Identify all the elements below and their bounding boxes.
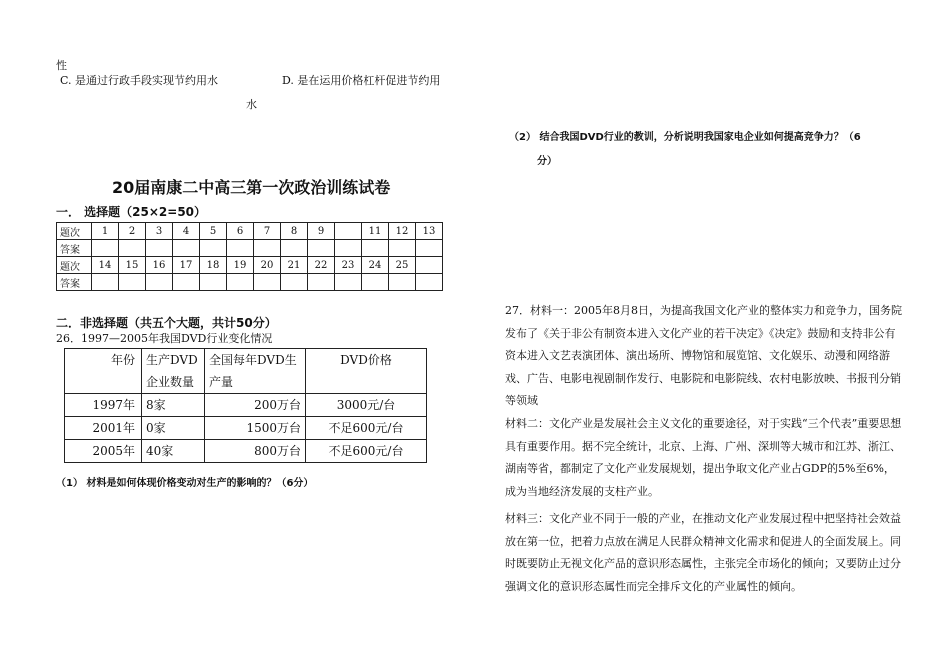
answer-cell[interactable]	[362, 274, 389, 291]
table-cell: 题次	[57, 223, 92, 240]
table-cell: 25	[389, 257, 416, 274]
table-cell: 24	[362, 257, 389, 274]
table-cell: 9	[308, 223, 335, 240]
table-header-cell	[205, 349, 306, 394]
section-nonchoice-heading: 二．非选择题（共五个大题，共计50分）	[56, 316, 277, 330]
table-cell: 15	[119, 257, 146, 274]
exam-title: 20届南康二中高三第一次政治训练试卷	[112, 178, 391, 197]
option-d: D. 是在运用价格杠杆促进节约用	[282, 74, 441, 87]
table-header-cell	[142, 349, 205, 394]
answer-cell[interactable]	[146, 240, 173, 257]
table-row	[57, 240, 443, 257]
table-row	[57, 257, 443, 274]
table-cell: 11	[362, 223, 389, 240]
answer-cell[interactable]	[335, 240, 362, 257]
answer-cell[interactable]	[119, 274, 146, 291]
answer-cell[interactable]	[335, 274, 362, 291]
header-line: 生产DVD	[146, 353, 198, 367]
table-cell	[335, 223, 362, 240]
table-cell: 7	[254, 223, 281, 240]
table-cell: 12	[389, 223, 416, 240]
q27-material-1: 27．材料一：2005年8月8日，为提高我国文化产业的整体实力和竞争力，国务院发布了《关于非公有制资本进入文化产业的若干决定》《决定》鼓励和支持非公有资本进入文艺表演团体、演出场所、博物馆和展览馆、文化娱乐、动漫和网络游戏、广告、电影电视剧制作发行、电影院和电影院线、农村电影放映、书报刊分销等领域	[505, 304, 902, 407]
table-cell: 18	[200, 257, 227, 274]
table-cell: 1997年	[65, 394, 142, 417]
table-cell: 不足600元/台	[306, 440, 427, 463]
answer-cell[interactable]	[389, 274, 416, 291]
q26-part2-line1: （2） 结合我国DVD行业的教训，分析说明我国家电企业如何提高竞争力？（6	[509, 132, 861, 143]
table-cell: 8家	[142, 394, 205, 417]
option-d-continuation: 水	[246, 98, 257, 111]
answer-cell[interactable]	[173, 274, 200, 291]
table-cell: 0家	[142, 417, 205, 440]
q26-part1: （1） 材料是如何体现价格变动对生产的影响的？（6分）	[56, 478, 314, 489]
answer-cell[interactable]	[146, 274, 173, 291]
table-cell: 23	[335, 257, 362, 274]
table-header-cell	[306, 349, 427, 394]
table-cell: 200万台	[205, 394, 306, 417]
answer-cell[interactable]	[254, 240, 281, 257]
answer-cell[interactable]	[200, 240, 227, 257]
answer-cell[interactable]	[254, 274, 281, 291]
table-row	[65, 349, 427, 394]
table-cell: 3000元/台	[306, 394, 427, 417]
table-cell	[416, 257, 443, 274]
section-choice-heading: 一． 选择题（25×2=50）	[56, 205, 207, 219]
table-cell: 不足600元/台	[306, 417, 427, 440]
table-cell: 19	[227, 257, 254, 274]
answer-cell[interactable]	[227, 274, 254, 291]
header-line: 企业数量	[146, 375, 195, 389]
dvd-table	[64, 348, 427, 463]
table-cell: 13	[416, 223, 443, 240]
header-line: 产量	[209, 375, 234, 389]
table-cell: 17	[173, 257, 200, 274]
table-cell: 2001年	[65, 417, 142, 440]
table-row	[65, 440, 427, 463]
table-row	[65, 394, 427, 417]
table-cell: 4	[173, 223, 200, 240]
answer-cell[interactable]	[281, 240, 308, 257]
answer-cell[interactable]	[308, 274, 335, 291]
answer-cell[interactable]	[416, 274, 443, 291]
answer-cell[interactable]	[362, 240, 389, 257]
prev-question-tail: 性	[56, 59, 67, 72]
answer-cell[interactable]	[92, 274, 119, 291]
table-cell: 6	[227, 223, 254, 240]
table-header-cell	[65, 349, 142, 394]
table-cell: 2	[119, 223, 146, 240]
option-c: C. 是通过行政手段实现节约用水	[60, 74, 219, 87]
table-cell: 5	[200, 223, 227, 240]
answer-cell[interactable]	[308, 240, 335, 257]
table-row	[65, 417, 427, 440]
table-cell: 21	[281, 257, 308, 274]
table-cell: 20	[254, 257, 281, 274]
table-cell: 40家	[142, 440, 205, 463]
table-cell: 2005年	[65, 440, 142, 463]
table-cell: 14	[92, 257, 119, 274]
header-line: 年份	[110, 353, 135, 367]
answer-cell[interactable]	[281, 274, 308, 291]
answer-cell[interactable]	[92, 240, 119, 257]
table-cell: 答案	[57, 240, 92, 257]
answer-cell[interactable]	[119, 240, 146, 257]
header-line: DVD价格	[340, 353, 392, 367]
answer-cell[interactable]	[173, 240, 200, 257]
table-cell: 题次	[57, 257, 92, 274]
table-cell: 8	[281, 223, 308, 240]
answer-cell[interactable]	[200, 274, 227, 291]
answer-cell[interactable]	[389, 240, 416, 257]
q27-material-3: 材料三：文化产业不同于一般的产业，在推动文化产业发展过程中把坚持社会效益放在第一位，把着力点放在满足人民群众精神文化需求和促进人的全面发展上。同时既要防止无视文化产品的意识形态属性，主张完全市场化的倾向；又要防止过分强调文化的意识形态属性而完全排斥文化的产业属性的倾向。	[505, 512, 901, 593]
table-cell: 22	[308, 257, 335, 274]
q27-material-2: 材料二：文化产业是发展社会主义文化的重要途径，对于实践“三个代表”重要思想具有重要作用。据不完全统计，北京、上海、广州、深圳等大城市和江苏、浙江、湖南等省，都制定了文化产业发展规划，提出争取文化产业占GDP的5%至6%，成为当地经济发展的支柱产业。	[505, 417, 902, 498]
answer-table	[56, 222, 443, 291]
table-row	[57, 274, 443, 291]
table-cell: 16	[146, 257, 173, 274]
answer-cell[interactable]	[227, 240, 254, 257]
table-cell: 1	[92, 223, 119, 240]
q26-title: 26．1997—2005年我国DVD行业变化情况	[56, 332, 273, 345]
table-cell: 3	[146, 223, 173, 240]
q26-part2-line2: 分）	[537, 156, 557, 167]
table-cell: 800万台	[205, 440, 306, 463]
table-row	[57, 223, 443, 240]
header-line: 全国每年DVD生	[209, 353, 297, 367]
table-cell: 答案	[57, 274, 92, 291]
answer-cell[interactable]	[416, 240, 443, 257]
table-cell: 1500万台	[205, 417, 306, 440]
